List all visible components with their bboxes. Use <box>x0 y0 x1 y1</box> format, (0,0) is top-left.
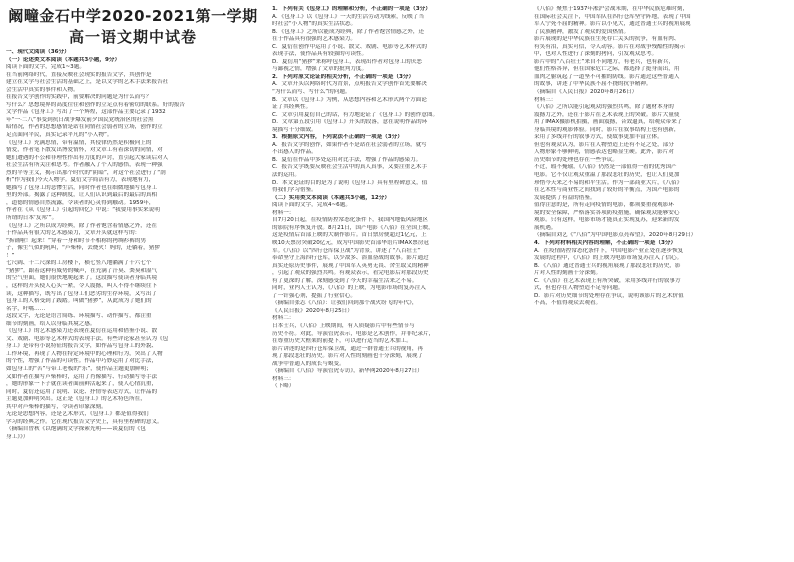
col3-text-line: （摘编自刘艺《“八佰”为中国电影点亮希望》，2020年8月29日） <box>534 232 697 239</box>
col2-text-line: 法的运用。 <box>272 172 300 179</box>
col1-text-line: 情爱，作者笔下散发出博爱情怀，对文章工有着深切的同情，对 <box>6 147 163 154</box>
col3-text-line: 了民族精神，激发了观众的爱国热情。 <box>534 28 630 35</box>
col2-text-line: 在尊重历史大框架的前提下，可以进行适当的艺术加工。 <box>272 338 412 345</box>
col1-text-line: 在报告文学创作的实践中，前要解决的问题是为什么而写？ <box>6 94 152 101</box>
col3-text-line: 不高，不值得观众去观看。 <box>534 300 602 307</box>
col3-text-line: 《八佰》之所以能引起观众的强烈共鸣，除了题材本身的 <box>534 104 674 111</box>
col1-text-line: 年“一·二八”事变到抗日战争爆发前夕国民党统治区的社会黑 <box>6 116 154 123</box>
col3-text-line: 震撼力之外，还在于影片在艺术表现上的突破。影片大量使 <box>534 111 680 118</box>
col3-text-line: 《八佰》聚焦于1937年淞沪会战末期，在中华民族危难时刻， <box>534 6 689 12</box>
col1-text-line: 细节的刻画，给人以身临其境之感。 <box>6 320 96 327</box>
col2-text-line: 表现手法，使作品具有较强的可读性。 <box>272 51 368 58</box>
col1-text-line: 写什么？思想境界的高度往往和创作的立足点有着密切的联系。好的报告 <box>6 101 186 108</box>
col3-text-line: （摘编自《人民日报》2020年8月26日） <box>534 89 638 96</box>
col1-text-line: 学习的经典之作。它在现代报告文学史上，具有里程碑的意义。 <box>6 418 163 425</box>
col2-text-line: 军。《八佰》以“四行仓库保卫战”为背景，讲述了“八百壮士” <box>272 247 421 254</box>
col1-text-line: （摘编自曾秋《以饱满的文学探索光明——谈夏衍的《包 <box>6 426 146 433</box>
col2-text-line: 现了那段悲壮的历史。影片对人性的刻画也十分深刻，展现了 <box>272 353 424 360</box>
col3-text-line: 在艺术性与商业性之间找到了较好的平衡点，为国产电影的 <box>534 187 680 194</box>
col2-text-line: 这是疫情后首部上映的大制作影片。首日票房便超过1亿元，上 <box>272 232 427 239</box>
col1-text-line: 的个性，增强了作品的可读性。作品中巧妙运用了对比手法， <box>6 358 158 365</box>
col2-text-line: B．夏衍在作品中多处运用对比手法，增强了作品的感染力。 <box>272 156 422 163</box>
col1-text-line: 所谓的日本‘友邦’”。 <box>6 215 58 222</box>
col3-text-line: 人物形象不够鲜明，情感表达也略显生硬。此外，影片对 <box>534 149 674 156</box>
col1-text-line: 身工》是带有小说特征的报告文学，如作品写包身工的外貌、 <box>6 343 158 350</box>
col1-text-line: 包身工的人格受到了践踏。叫做“猪猡”，从此成为了她们的 <box>6 298 152 305</box>
col3-text-line: 电影。它不仅让观众重温了那段悲壮的历史，也让人们更加 <box>534 172 680 179</box>
col1-text-line: ！” <box>6 252 15 259</box>
col3-text-line: D．影片对历史细节的处理存在争议，说明该影片的艺术价值 <box>534 292 684 299</box>
col2-text-line: 境描写十分细致。 <box>272 126 317 133</box>
middle-column <box>272 6 524 558</box>
col3-text-line: 式，但也存在人物塑造不足等问题。 <box>534 285 624 292</box>
col2-text-line: 与鄙视之情，增强了文章的批判力度。 <box>272 66 368 73</box>
col1-text-line: 暗情况，作者的思想感情是站在同情社会弱者的立场，创作的立 <box>6 124 163 131</box>
col3-text-line: 发展的过程中，《八佰》的上映为电影市场复苏注入了信心。 <box>534 255 683 262</box>
exam-title-line2: 高一语文期中试卷 <box>68 28 197 46</box>
exam-title-line1: 阚疃金石中学2020-2021第一学期 <box>8 7 258 25</box>
col1-text-line: 足点面向平民，真实记录平凡的“小人物”。 <box>6 132 113 139</box>
col2-text-line: 同时，业内人士认为，《八佰》的上映，为电影市场的复苏注入 <box>272 285 426 292</box>
col2-text-line: 材料三： <box>272 375 295 382</box>
col2-text-line: 材料一： <box>272 209 295 216</box>
col1-text-line: （一）论述类文本阅读（本题共3小题，9分） <box>6 56 121 63</box>
col2-text-line: 3．根据原文内容，下列说法不正确的一项是（3分） <box>272 134 403 141</box>
col2-text-line: （摘编自《八佰》导演管虎专访》，新华网2020年8月27日） <box>272 368 423 375</box>
col1-text-line: 身工》》） <box>6 433 29 440</box>
col3-text-line: 展机遇。 <box>534 224 557 231</box>
col2-text-line: A．《包身工》以《包身工》一天的生活劳动为线索，反映了当 <box>272 13 425 20</box>
col2-text-line: 了一针强心剂，提振了行业信心。 <box>272 292 356 299</box>
col2-text-line: 材料二： <box>272 315 295 322</box>
col1-text-line: 其中对芦柴棒的描写，令读者印象深刻。 <box>6 403 107 410</box>
col2-text-line: B．文章以《包身工》为例，从思想内容和艺术形式两个方面论 <box>272 96 427 103</box>
col2-text-line: B．《包身工》之所以能成为经典，除了作者饱含情感之外，还 <box>272 28 425 35</box>
col1-text-line: 文、戏剧、电影等艺术样式的表现手法。有些评论家甚至认为《包 <box>6 335 169 342</box>
col2-text-line: （二）实用类文本阅读（本题共3小题，12分） <box>272 194 390 201</box>
col3-text-line: 影片中的“八百壮士”来自不同地方，有老兵，也有新兵， <box>534 58 675 65</box>
col3-text-line: 中，也对人性进行了深刻的拷问，引发观众思考。 <box>534 51 658 58</box>
right-column <box>534 6 788 558</box>
col1-text-line: 无论是思想内容，还是艺术形式，《包身工》都是值得我们 <box>6 411 149 418</box>
col3-text-line: 历史细节的处理也存在一些争议。 <box>534 156 618 163</box>
col2-text-line: 在于作品具有很强的艺术感染力。 <box>272 36 356 43</box>
col2-text-line: A．报告文学的创作，如果作者不是站在社会弱者的立场，就写 <box>272 141 427 148</box>
col1-text-line: 她描写了包身工的悲惨生活，同时作者也在细微地描写包身工 <box>6 184 158 191</box>
col2-text-line: 映10天票房突破20亿元，成为中国影史首部华语片IMAX票房冠 <box>272 239 430 246</box>
col2-text-line: 《人民日报》2020年8月25日） <box>272 307 353 314</box>
col1-text-line: 如包身工的“苦”与带工老板的“乐”，使作品主题更加鲜明； <box>6 365 152 372</box>
col3-text-line: 在国际社会关注下，中国军队在四行仓库坚守阵地，表现了中国 <box>534 13 691 20</box>
col1-text-line: 子，像生气似的吼叫，“芦柴棒，去烧火！妈的，还躺着，猪猡 <box>6 245 160 252</box>
col3-text-line: 发展提供了有益的借鉴。 <box>534 194 596 201</box>
col1-text-line: 名字，叶嘴…… <box>6 305 46 312</box>
col1-text-line: 她们遭遇的不公和非理性作出有力度的声讨，直引起大家读后对人 <box>6 154 169 161</box>
col3-text-line: 有笑有泪，真实可信，令人动容。影片在对战争残酷性的揭示 <box>534 43 686 50</box>
col2-text-line: D．本文论证的目的是为了说明《包身工》具有里程碑意义，值 <box>272 179 428 186</box>
col1-text-line: ，这样的开头使人心头一紧，令人震撼，叫人不得不继续往下 <box>6 282 158 289</box>
col1-text-line: 烈的平等主义，揭示出那个时代的“阴暗”，对这个社会进行了“剖 <box>6 169 166 176</box>
col2-text-line: 日本士兵，《八佰》上映期间，有人质疑影片中有些情节与 <box>272 322 415 329</box>
col2-text-line: 1．下列有关《包身工》的理解和分析，不正确的一项是（3分） <box>272 6 431 12</box>
col1-text-line: 里的外部。揭露了这种制度，让人们认识到最后的最后的真相 <box>6 192 158 199</box>
col3-text-line: B．《八佰》通过普通士兵的视角展现了那段悲壮的历史，影 <box>534 262 681 269</box>
left-column <box>6 6 260 558</box>
col3-text-line: C．《八佰》在艺术表现上有所突破，采用多线并行的叙事方 <box>534 277 681 284</box>
col2-text-line: 自7月20日起，在疫情防控常态化条件下，我国内地低风险地区 <box>272 217 429 224</box>
col1-text-line: ，她的形象一下子就在读者面前鲜活起来了，使人心情沉重， <box>6 381 158 388</box>
col1-text-line: 在当前网络时代，直接反映社会现实的报告文学，其创作是 <box>6 71 152 78</box>
col1-text-line: 的空气里面，她们很快地爬起来了。这段描写使读者身临其境 <box>6 275 158 282</box>
col1-text-line: 一、现代文阅读（36分） <box>6 49 70 55</box>
col2-text-line: ，引起了观众的强烈共鸣。有观众表示，看完电影后对那段历史 <box>272 270 429 277</box>
col2-text-line: 阅读下面的文字，完成4~6题。 <box>272 202 351 209</box>
col1-text-line: 建立在文学与社会生活的基础之上，是以文学的艺术手法来报告社 <box>6 79 169 86</box>
col3-text-line: 观影。只有这样，电影市场才能真正实现复苏，迎来新的发 <box>534 217 680 224</box>
col3-text-line: 4．下列对材料相关内容的理解，不正确的一项是（3分） <box>534 239 677 246</box>
col1-text-line: 阅读下面的文字，完成1~3题。 <box>6 64 85 71</box>
col3-text-line: 的故事，讲述了中华民族不屈不挠的抗争精神。 <box>534 81 652 88</box>
col1-text-line: ，道德的情感自然流露，令读者的心灵得到触动。1959年， <box>6 199 155 206</box>
col2-text-line: 证了其经典性。 <box>272 104 312 111</box>
col1-text-line: “猪猡”。跟着这种有威势的喊声，在充满了汗臭、粪臭和湿气 <box>6 267 158 274</box>
col2-text-line: 战争中普通人的成长与蜕变。 <box>272 360 345 367</box>
col3-text-line: 境的安全保障，严格落实各项防疫措施，确保观众能够安心 <box>534 209 680 216</box>
col1-text-line: 这段文字，无论是语言简练、环境描写、动作描写，都注重 <box>6 313 152 320</box>
col1-text-line: 会生活中真实的事件和人物。 <box>6 86 79 93</box>
col1-text-line: 析”作为我们今天人物学。夏衍文字简洁有力，表现地有力， <box>6 177 155 184</box>
col3-text-line: 影片展现的是中华民族在生死存亡关头的抗争，有血有肉、 <box>534 36 680 43</box>
col2-text-line: D．夏衍用“猪猡”来称呼包身工，表现出作者对包身工的厌恶 <box>272 58 422 65</box>
col2-text-line: A．文章开头以网络时代为背景，点明报告文学创作首先要解决 <box>272 81 427 88</box>
col1-text-line: 《包身工》充满思情，带有温情，其侵律仍然是积极向上的 <box>6 139 152 146</box>
col2-text-line: C．报告文学既要反映社会生活中的真人真事，又要注重艺术手 <box>272 164 427 171</box>
col3-text-line: 材料三： <box>534 96 557 103</box>
col3-text-line: 军人宁死不屈的精神。影片以小见大，通过普通士兵的视角展现 <box>534 21 691 28</box>
col1-text-line: 《包身工》之所以成为经典，除了作者饱含着情感之外，还在 <box>6 222 158 229</box>
col2-text-line: “为什么而写、写什么”的问题。 <box>272 89 351 96</box>
col3-text-line: 片对人性的刻画十分深刻。 <box>534 270 602 277</box>
col2-text-line: （摘编自张志《八佰》：让我们回到那个战火纷飞的年代》， <box>272 300 418 307</box>
col2-text-line: 影片讲述的是四行仓库保卫战，通过一群普通士兵的视角，再 <box>272 345 424 352</box>
col2-text-line: 历史不符。对此，导演管虎表示，电影是艺术创作，并非纪录片， <box>272 330 435 337</box>
col1-text-line: 作者在《从《包身工》引起的回忆》中说：“我要用事实来说明 <box>6 207 160 214</box>
col2-text-line: C．文章引用夏衍自己的话，有力地论证了《包身工》的创作意图。 <box>272 111 439 118</box>
col1-text-line: 又如作者在描写芦柴棒时，运用了肖像描写、行动描写等手法 <box>6 373 158 380</box>
col2-text-line: D．文章第五段引用《包身工》开头的段落，意在说明作品的环 <box>272 119 428 126</box>
col1-text-line: 同时，夏衍还运用了说明、议论、抒情等表达方式，让作品的 <box>6 388 158 395</box>
col1-text-line: “拆铺啦！起来！”穿着一身和时节不相称的拷绸衫裤的男 <box>6 237 147 244</box>
col2-text-line: C．夏衍在创作中运用了小说、散文、戏剧、电影等艺术样式的 <box>272 43 427 50</box>
col3-text-line: 采用了多线并行的叙事方式，使故事更加丰富立体。 <box>534 134 663 141</box>
col2-text-line: （下略） <box>272 383 295 390</box>
col3-text-line: 用了IMAX摄影机拍摄，画面震撼，音效逼真，给观众带来了 <box>534 119 683 126</box>
col2-text-line: 真实还原历史事件，展现了中国军人英勇无畏、舍生取义的精神 <box>272 262 429 269</box>
col1-text-line: 主题更加鲜明突出。这正是《包身工》的艺术特色所在， <box>6 396 146 403</box>
col2-text-line: 2．下列对原文论证的相关分析，不正确的一项是（3分） <box>272 73 415 80</box>
col2-text-line: 的影院有序恢复开放。8月21日，国产电影《八佰》在全国上映， <box>272 224 434 231</box>
col2-text-line: 奉命坚守上海四行仓库，以少敌多、浴血奋战的故事。影片通过 <box>272 255 429 262</box>
col1-text-line: 七尺阔、十二尺深的工房楼下，横七竖八地躺满了十六七个 <box>6 260 152 267</box>
col2-text-line: 不出感人的作品。 <box>272 149 317 156</box>
col3-text-line: 但也有观众认为，影片在人物塑造上还有不足之处，部分 <box>534 141 674 148</box>
col3-text-line: 值得注意的是，所有走向疫情的电影，都须要重视观影环 <box>534 202 674 209</box>
col3-text-line: 他们性格各异，但在国家危亡之际，都选择了挺身而出，用 <box>534 66 680 73</box>
col1-text-line: 《包身工》的艺术感染力还表现在夏衍在运用和借鉴小说、散 <box>6 328 158 335</box>
col3-text-line: A．在疫情防控常态化条件下，中国电影产业正处在逐步恢复 <box>534 247 684 254</box>
col1-text-line: 社会生活有所关注和思考。作者融入了个人的感悟，表现一种强 <box>6 162 163 169</box>
col2-text-line: 有了更深的了解，深刻感受到了今天的幸福生活来之不易。 <box>272 277 418 284</box>
col1-text-line: 工作环境，再现了人物在特定环境中的心理和行为，突出了人物 <box>6 350 163 357</box>
col3-text-line: 血肉之躯筑起了一道坚不可摧的防线。影片通过这些普通人 <box>534 73 680 80</box>
col1-text-line: 读，这种描写，既写出了包身工们恶劣的生存环境，又写出了 <box>6 290 158 297</box>
col3-text-line: 不过，瑕不掩瑜，《八佰》仍然是一部值得一看的优秀国产 <box>534 164 677 171</box>
col2-text-line: 时社会“小人物”的真实生活状态。 <box>272 21 357 28</box>
col1-text-line: 文学作品《包身工》写出了一个辉煌，这部作品主要记录了1932 <box>6 109 166 116</box>
col1-text-line: 于作品具有很大的艺术感染力，文章开头就这样写的： <box>6 230 141 237</box>
col3-text-line: 珍惜今天来之不易的和平生活。作为一部商业大片，《八佰》 <box>534 179 683 186</box>
col2-text-line: 得我们学习借鉴。 <box>272 187 317 194</box>
col3-text-line: 身临其境的观影体验。同时，影片在叙事结构上也有创新， <box>534 126 680 133</box>
